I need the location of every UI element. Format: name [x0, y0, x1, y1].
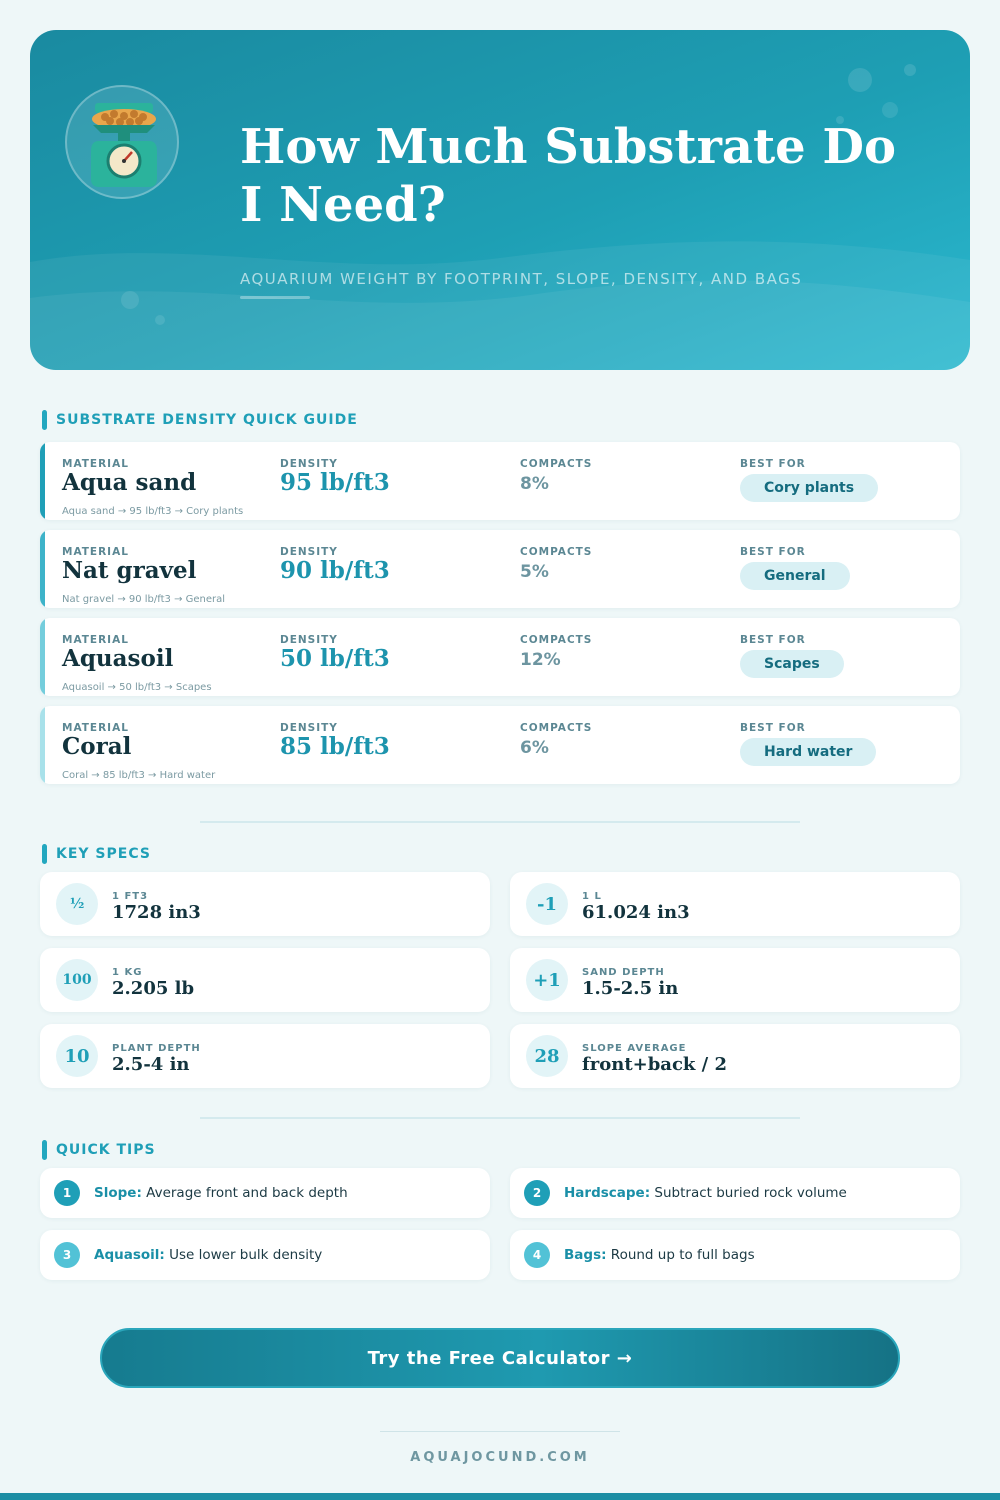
- spec-card: [510, 872, 960, 936]
- density-value: 85 lb/ft3: [280, 733, 390, 760]
- compaction-value: 8%: [520, 474, 549, 494]
- material-name: Aqua sand: [62, 469, 197, 496]
- spec-card: [510, 1024, 960, 1088]
- density-column-label: DENSITY: [280, 546, 338, 558]
- footer-divider: [380, 1431, 620, 1432]
- tip-title: Slope:: [94, 1185, 142, 1201]
- tip-description: Subtract buried rock volume: [650, 1185, 847, 1201]
- spec-badge: 28: [526, 1035, 568, 1077]
- spec-value: 2.205 lb: [112, 978, 195, 999]
- tip-text: [94, 1247, 322, 1263]
- material-name: Nat gravel: [62, 557, 197, 584]
- compacts-column-label: COMPACTS: [520, 722, 593, 734]
- bottom-accent-bar: [0, 1493, 1000, 1500]
- density-value: 90 lb/ft3: [280, 557, 390, 584]
- spec-card: [40, 872, 490, 936]
- spec-value: 1.5-2.5 in: [582, 978, 679, 999]
- subtitle-underline: [240, 296, 310, 299]
- page-subtitle: AQUARIUM WEIGHT BY FOOTPRINT, SLOPE, DENSITY, AND BAGS: [240, 270, 803, 288]
- spec-card: [510, 948, 960, 1012]
- density-value: 95 lb/ft3: [280, 469, 390, 496]
- tip-title: Aquasoil:: [94, 1247, 165, 1263]
- spec-badge: +1: [526, 959, 568, 1001]
- row-accent-bar: [40, 706, 45, 784]
- tip-text: [564, 1247, 755, 1263]
- row-summary-note: Coral → 85 lb/ft3 → Hard water: [62, 770, 216, 781]
- tips-section-title: QUICK TIPS: [56, 1142, 156, 1158]
- spec-badge: 10: [56, 1035, 98, 1077]
- tip-number: 2: [524, 1180, 550, 1206]
- tip-title: Bags:: [564, 1247, 607, 1263]
- material-name: Aquasoil: [62, 645, 174, 672]
- row-accent-bar: [40, 618, 45, 696]
- material-name: Coral: [62, 733, 132, 760]
- tip-text: [94, 1185, 348, 1201]
- tip-text: [564, 1185, 847, 1201]
- best-for-column-label: BEST FOR: [740, 546, 806, 558]
- density-section-title: SUBSTRATE DENSITY QUICK GUIDE: [56, 412, 358, 428]
- material-column-label: MATERIAL: [62, 722, 129, 734]
- spec-value: front+back / 2: [582, 1054, 728, 1075]
- hero-banner: [30, 30, 970, 370]
- spec-value: 2.5-4 in: [112, 1054, 190, 1075]
- spec-card: [40, 1024, 490, 1088]
- material-column-label: MATERIAL: [62, 458, 129, 470]
- best-for-badge: Scapes: [740, 650, 844, 678]
- tip-description: Use lower bulk density: [164, 1247, 323, 1263]
- best-for-column-label: BEST FOR: [740, 634, 806, 646]
- tip-number: 1: [54, 1180, 80, 1206]
- compacts-column-label: COMPACTS: [520, 634, 593, 646]
- tip-description: Round up to full bags: [606, 1247, 755, 1263]
- tip-card: [510, 1230, 960, 1280]
- density-column-label: DENSITY: [280, 458, 338, 470]
- spec-card: [40, 948, 490, 1012]
- footer-site-link[interactable]: AQUAJOCUND.COM: [410, 1450, 590, 1465]
- spec-label: 1 FT3: [112, 891, 149, 902]
- row-accent-bar: [40, 530, 45, 608]
- density-column-label: DENSITY: [280, 722, 338, 734]
- spec-badge: ½: [56, 883, 98, 925]
- compacts-column-label: COMPACTS: [520, 546, 593, 558]
- section-divider: [200, 1117, 800, 1119]
- best-for-column-label: BEST FOR: [740, 722, 806, 734]
- spec-label: 1 L: [582, 891, 602, 902]
- substrate-row: [40, 618, 960, 696]
- spec-label: SAND DEPTH: [582, 967, 665, 978]
- compacts-column-label: COMPACTS: [520, 458, 593, 470]
- compaction-value: 6%: [520, 738, 549, 758]
- substrate-row: [40, 530, 960, 608]
- tip-card: [40, 1168, 490, 1218]
- tip-number: 3: [54, 1242, 80, 1268]
- material-column-label: MATERIAL: [62, 634, 129, 646]
- row-summary-note: Aquasoil → 50 lb/ft3 → Scapes: [62, 682, 212, 693]
- specs-section-title: KEY SPECS: [56, 846, 151, 862]
- best-for-badge: Cory plants: [740, 474, 878, 502]
- row-summary-note: Aqua sand → 95 lb/ft3 → Cory plants: [62, 506, 244, 517]
- density-value: 50 lb/ft3: [280, 645, 390, 672]
- density-column-label: DENSITY: [280, 634, 338, 646]
- spec-value: 1728 in3: [112, 902, 201, 923]
- spec-label: SLOPE AVERAGE: [582, 1043, 687, 1054]
- tip-card: [510, 1168, 960, 1218]
- try-calculator-button[interactable]: Try the Free Calculator →: [100, 1328, 900, 1388]
- row-summary-note: Nat gravel → 90 lb/ft3 → General: [62, 594, 226, 605]
- best-for-badge: General: [740, 562, 850, 590]
- best-for-badge: Hard water: [740, 738, 876, 766]
- spec-badge: 100: [56, 959, 98, 1001]
- tip-number: 4: [524, 1242, 550, 1268]
- kitchen-scale-icon: [65, 85, 179, 199]
- best-for-column-label: BEST FOR: [740, 458, 806, 470]
- spec-label: PLANT DEPTH: [112, 1043, 201, 1054]
- compaction-value: 5%: [520, 562, 549, 582]
- tip-card: [40, 1230, 490, 1280]
- page-title: How Much Substrate Do I Need?: [240, 119, 897, 233]
- substrate-row: [40, 706, 960, 784]
- spec-badge: -1: [526, 883, 568, 925]
- spec-value: 61.024 in3: [582, 902, 690, 923]
- spec-label: 1 KG: [112, 967, 143, 978]
- compaction-value: 12%: [520, 650, 561, 670]
- tip-description: Average front and back depth: [141, 1185, 348, 1201]
- substrate-row: [40, 442, 960, 520]
- section-divider: [200, 821, 800, 823]
- row-accent-bar: [40, 442, 45, 520]
- material-column-label: MATERIAL: [62, 546, 129, 558]
- tip-title: Hardscape:: [564, 1185, 651, 1201]
